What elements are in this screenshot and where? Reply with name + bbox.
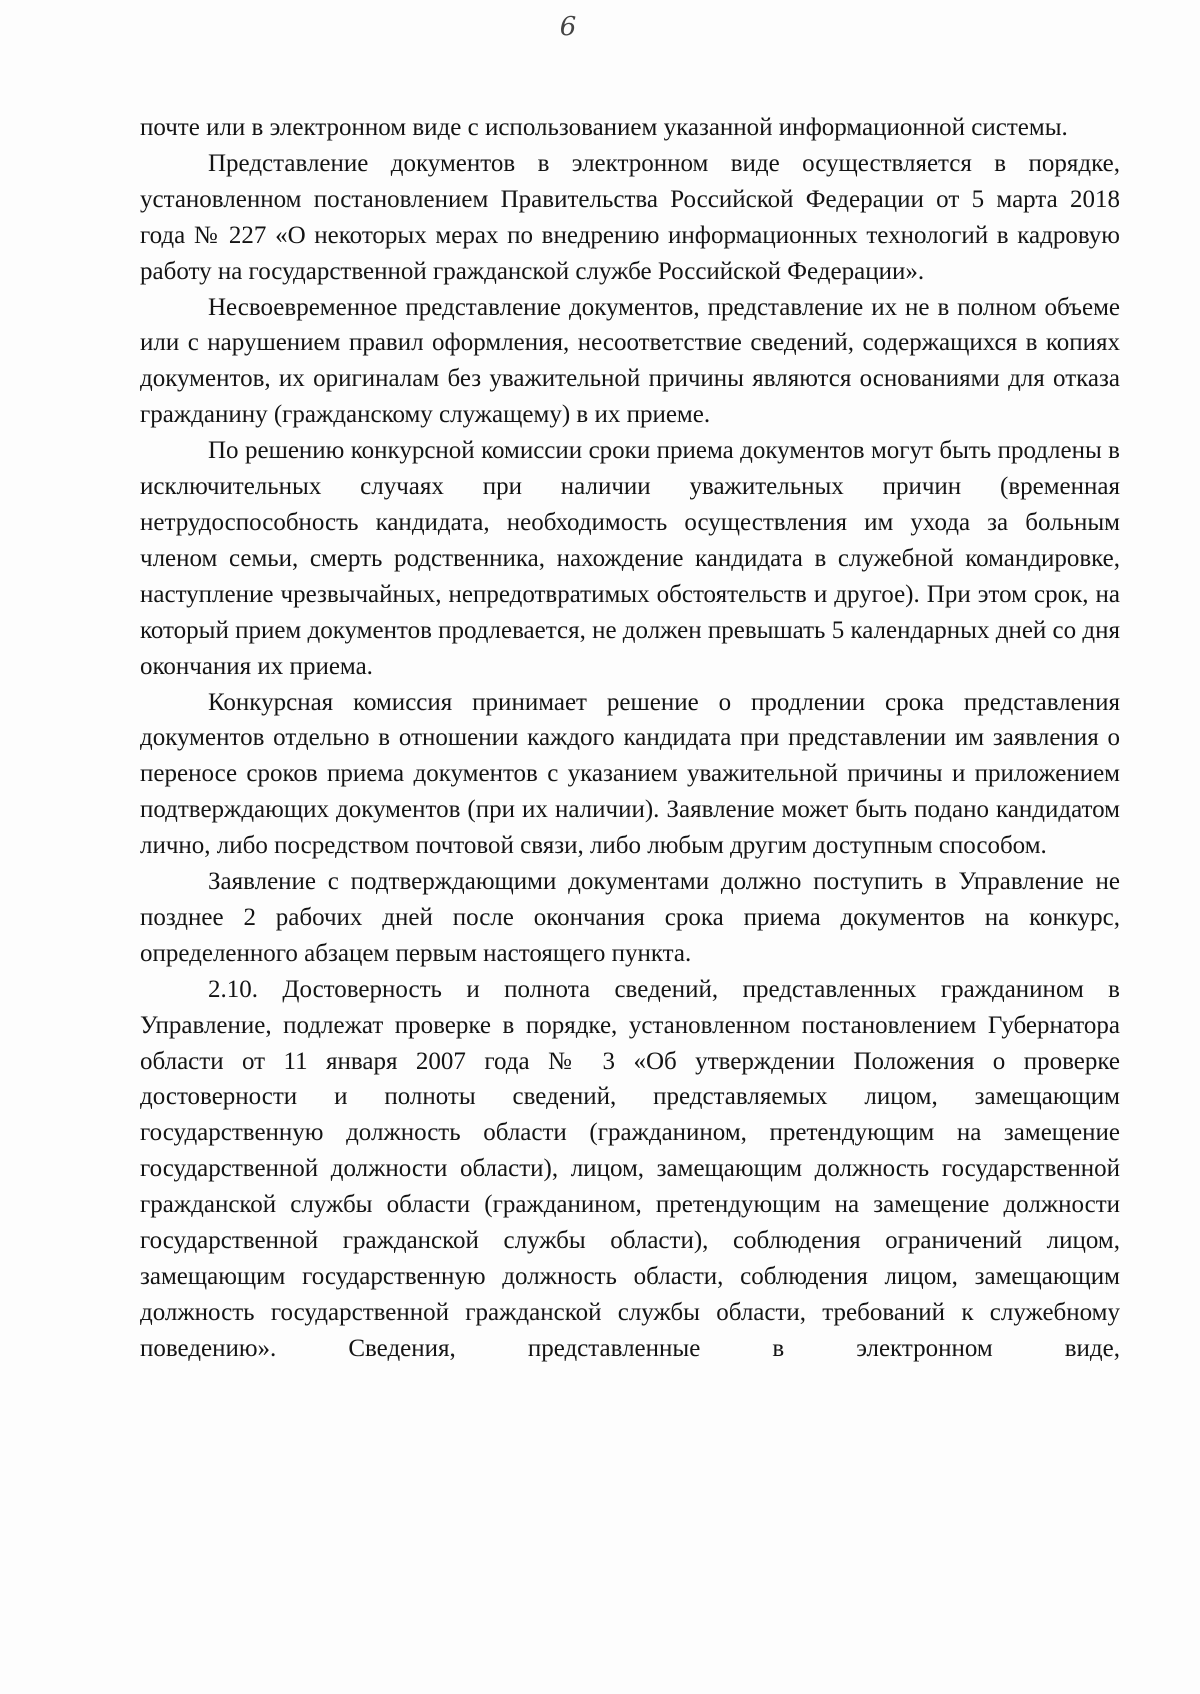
paragraph-deadline-extension: По решению конкурсной комиссии сроки приема документов могут быть продлены в исключительных случаях при наличии уважительных причин (временная нетрудоспособность кандидата, необходимость осуществления им ухода за больным членом семьи, смерть родственника, нахождение кандидата в служебной командировке, наступление чрезвычайных, непредотвратимых обстоятельств и другое). При этом срок, на который прием документов продлевается, не должен превышать 5 календарных дней со дня окончания их приема. (140, 437, 1120, 680)
paragraph-continued: почте или в электронном виде с использованием указанной информационной системы. (140, 114, 1068, 141)
document-text (140, 110, 1120, 1367)
paragraph-commission-decision: Конкурсная комиссия принимает решение о продлении срока представления документов отдельно в отношении каждого кандидата при представлении им заявления о переносе сроков приема документов с указанием уважительной причины и приложением подтверждающих документов (при их наличии). Заявление может быть подано кандидатом лично, либо посредством почтовой связи, либо любым другим доступным способом. (140, 688, 1120, 860)
paragraph-application-deadline: Заявление с подтверждающими документами должно поступить в Управление не позднее 2 рабочих дней после окончания срока приема документов на конкурс, определенного абзацем первым настоящего пункта. (140, 868, 1120, 967)
page-number: 6 (559, 12, 577, 42)
paragraph-2-10-verification: 2.10. Достоверность и полнота сведений, представленных гражданином в Управление, подлежат проверке в порядке, установленном постановлением Губернатора области от 11 января 2007 года № 3 «Об утверждении Положения о проверке достоверности и полноты сведений, представляемых лицом, замещающим государственную должность области (гражданином, претендующим на замещение государственной должности области), лицом, замещающим должность государственной гражданской службы области (гражданином, претендующим на замещение должности государственной гражданской службы области), соблюдения ограничений лицом, замещающим государственную должность области, соблюдения лицом, замещающим должность государственной гражданской службы области, требований к служебному поведению». Сведения, представленные в электронном виде, (140, 975, 1120, 1362)
paragraph-electronic-submission: Представление документов в электронном виде осуществляется в порядке, установленном постановлением Правительства Российской Федерации от 5 марта 2018 года № 227 «О некоторых мерах по внедрению информационных технологий в кадровую работу на государственной гражданской службе Российской Федерации». (140, 149, 1120, 285)
paragraph-refusal-grounds: Несвоевременное представление документов, представление их не в полном объеме или с нарушением правил оформления, несоответствие сведений, содержащихся в копиях документов, их оригиналам без уважительной причины являются основаниями для отказа гражданину (гражданскому служащему) в их приеме. (140, 293, 1120, 429)
